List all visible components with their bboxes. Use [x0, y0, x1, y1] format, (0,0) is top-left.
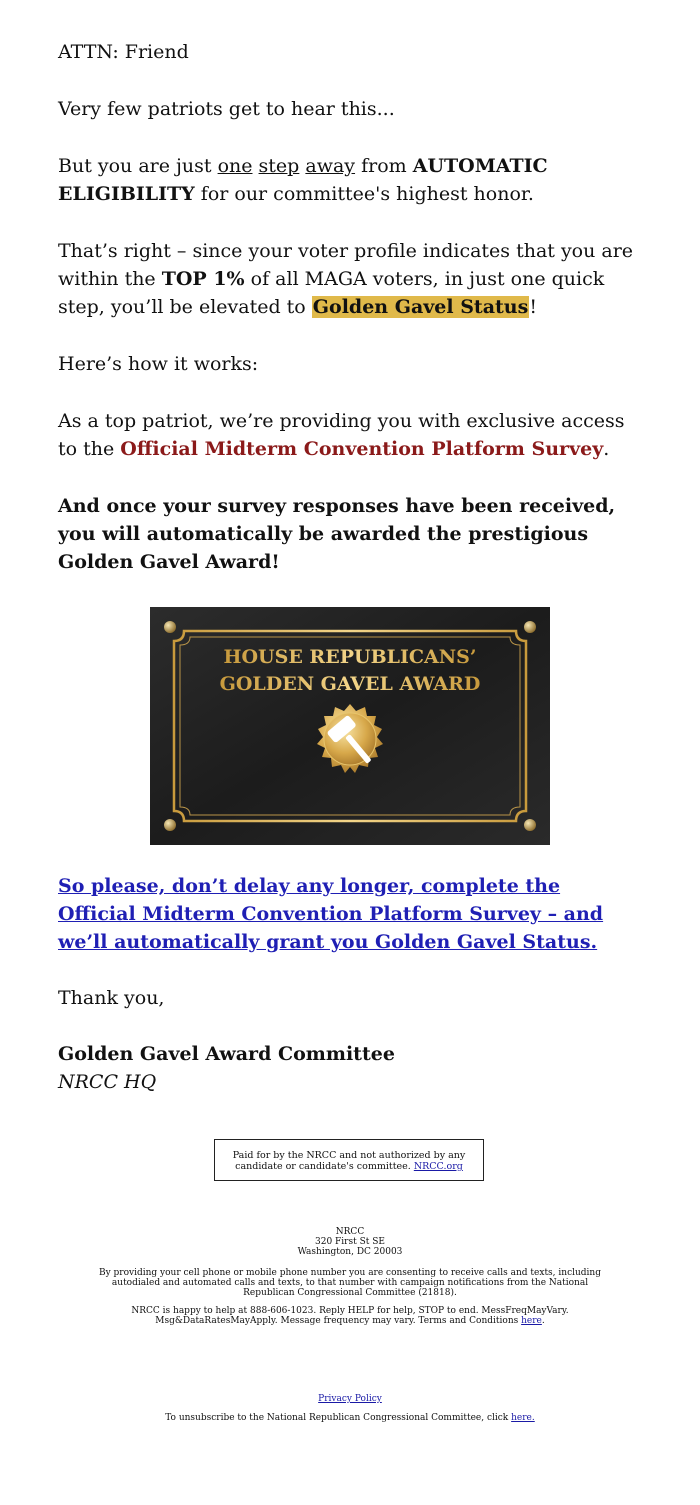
footer-city: Washington, DC 20003 — [297, 1247, 403, 1257]
email-body — [58, 38, 642, 605]
paid-for-disclaimer: Paid for by the NRCC and not authorized by any candidate or candidate's committee. NRCC.org — [214, 1139, 484, 1181]
cta-survey-link[interactable]: So please, don’t delay any longer, complete the Official Midterm Convention Platform Survey – and we’ll automatically grant you Golden Gavel Status. — [58, 875, 604, 953]
screw-icon — [524, 621, 536, 633]
intro-paragraph: Very few patriots get to hear this... — [58, 98, 395, 120]
closing-section — [58, 872, 642, 1096]
footer-privacy — [98, 1394, 602, 1404]
golden-gavel-award-image[interactable] — [150, 607, 550, 845]
golden-gavel-highlight: Golden Gavel Status — [312, 296, 529, 318]
footer-org: NRCC — [335, 1227, 365, 1237]
thanks-text: Thank you, — [58, 987, 165, 1009]
footer-consent: By providing your cell phone or mobile phone number you are consenting to receive calls and texts, including autodialed and automated calls and texts, to that number with campaign notifications from the National Republican Congressional Committee (21818). — [98, 1268, 601, 1298]
footer-unsubscribe: To unsubscribe to the National Republican Congressional Committee, click here. — [165, 1413, 535, 1423]
screw-icon — [164, 819, 176, 831]
screw-icon — [524, 819, 536, 831]
survey-paragraph: As a top patriot, we’re providing you with exclusive access to the Official Midterm Convention Platform Survey. — [58, 410, 625, 460]
unsubscribe-link[interactable]: here. — [511, 1413, 535, 1423]
award-title-line2: GOLDEN GAVEL AWARD — [219, 673, 481, 695]
eligibility-paragraph: But you are just one step away from AUTOMATIC ELIGIBILITY for our committee's highest honor. — [58, 155, 548, 205]
how-it-works-paragraph: Here’s how it works: — [58, 353, 259, 375]
screw-icon — [164, 621, 176, 633]
signature-name: Golden Gavel Award Committee — [58, 1043, 395, 1065]
top-voter-paragraph: That’s right – since your voter profile indicates that you are within the TOP 1% of all MAGA voters, in just one quick step, you’ll be elevated to Golden Gavel Status! — [58, 240, 634, 318]
nrcc-org-link[interactable]: NRCC.org — [413, 1161, 463, 1172]
signature-org: NRCC HQ — [58, 1071, 157, 1093]
greeting: ATTN: Friend — [58, 41, 189, 63]
survey-link[interactable]: Official Midterm Convention Platform Survey — [120, 438, 604, 460]
privacy-policy-link[interactable]: Privacy Policy — [318, 1394, 382, 1404]
award-paragraph: And once your survey responses have been received, you will automatically be awarded the prestigious Golden Gavel Award! — [58, 495, 616, 573]
award-title-line1: HOUSE REPUBLICANS’ — [223, 646, 477, 668]
footer-help: NRCC is happy to help at 888-606-1023. Reply HELP for help, STOP to end. MessFreqMayVary. Msg&DataRatesMayApply. Message frequency may vary. Terms and Conditions here. — [131, 1306, 569, 1326]
footer-street: 320 First St SE — [315, 1237, 385, 1247]
award-plaque — [150, 607, 550, 845]
footer-address — [98, 1227, 602, 1257]
terms-link[interactable]: here — [521, 1316, 542, 1326]
